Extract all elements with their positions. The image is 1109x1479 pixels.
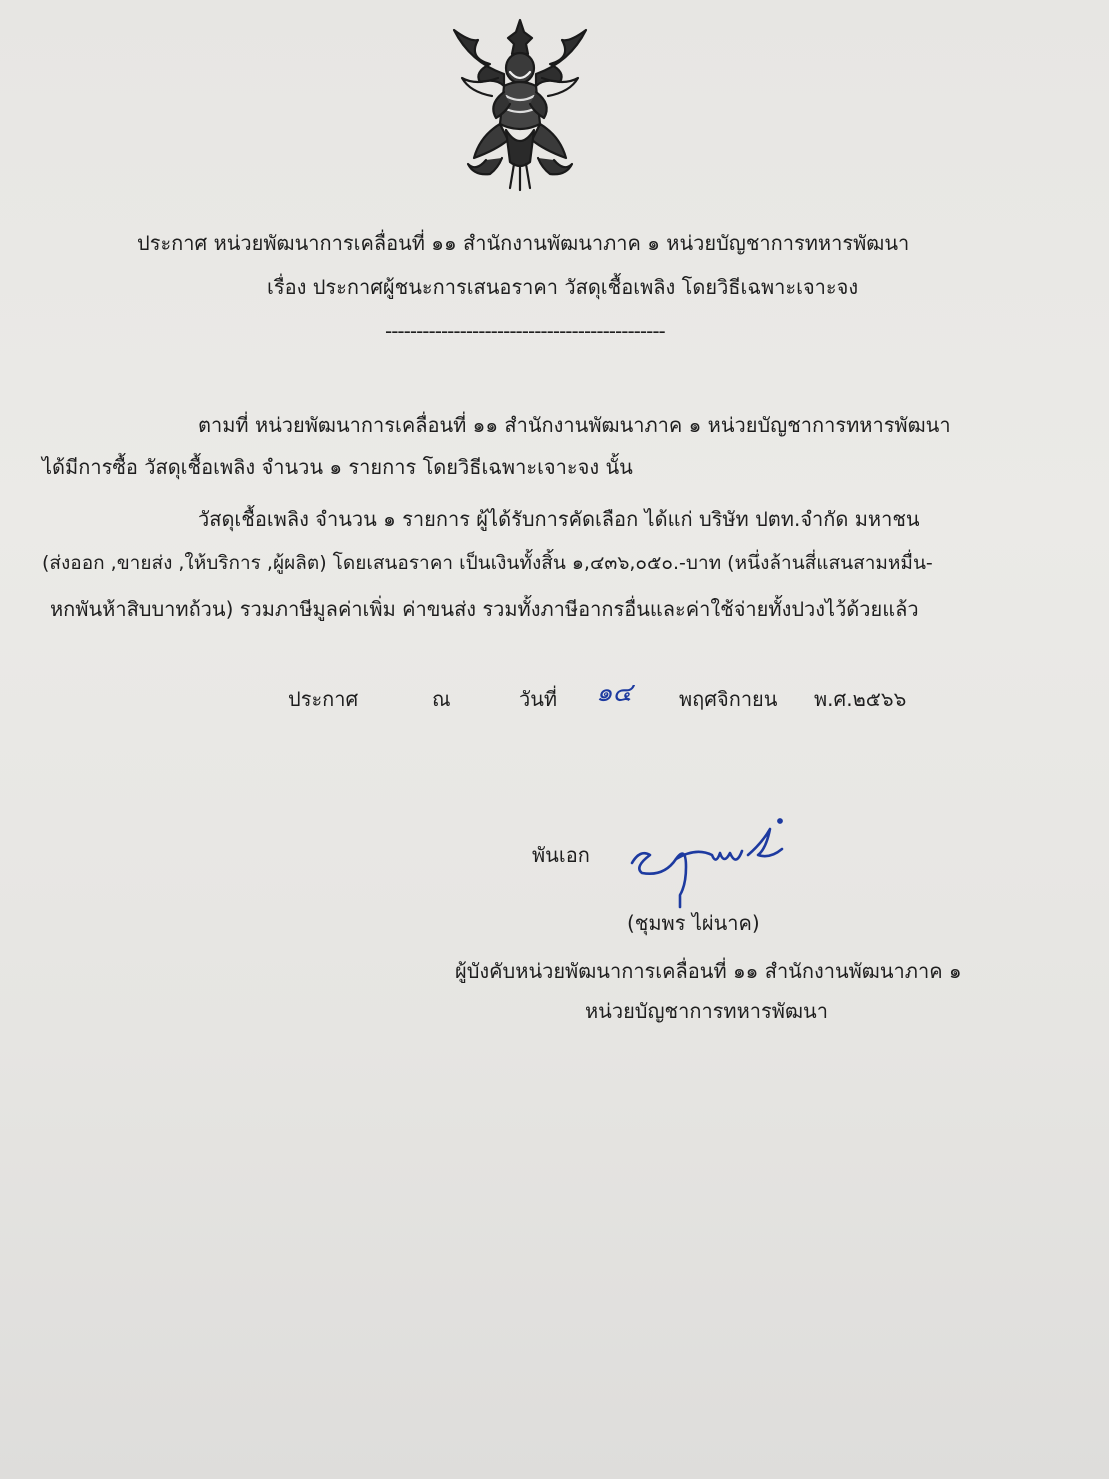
signer-position-line-2: หน่วยบัญชาการทหารพัฒนา: [585, 999, 828, 1023]
handwritten-signature: [620, 815, 790, 910]
paragraph-2-line-2: (ส่งออก ,ขายส่ง ,ให้บริการ ,ผู้ผลิต) โดยเสนอราคา เป็นเงินทั้งสิ้น ๑,๔๓๖,๐๕๐.-บาท (หนึ่งล้านสี่แสนสามหมื่น-: [42, 552, 933, 574]
subject-line: เรื่อง ประกาศผู้ชนะการเสนอราคา วัสดุเชื้อเพลิง โดยวิธีเฉพาะเจาะจง: [267, 275, 859, 299]
date-month: พฤศจิกายน: [679, 687, 778, 711]
date-year: พ.ศ.๒๕๖๖: [814, 687, 907, 711]
date-at-label: ณ: [432, 687, 451, 711]
date-day-value: ๑๔: [596, 678, 633, 708]
paragraph-1-line-2: ได้มีการซื้อ วัสดุเชื้อเพลิง จำนวน ๑ รายการ โดยวิธีเฉพาะเจาะจง นั้น: [42, 455, 633, 479]
header-divider: ---------------------------------------------: [385, 319, 665, 343]
garuda-emblem-icon: [440, 12, 600, 192]
signer-rank: พันเอก: [532, 843, 590, 867]
date-day-label: วันที่: [519, 687, 558, 711]
paragraph-2-line-1: วัสดุเชื้อเพลิง จำนวน ๑ รายการ ผู้ได้รับการคัดเลือก ได้แก่ บริษัท ปตท.จำกัด มหาชน: [198, 507, 920, 531]
paragraph-2-line-3: หกพันห้าสิบบาทถ้วน) รวมภาษีมูลค่าเพิ่ม ค่าขนส่ง รวมทั้งภาษีอากรอื่นและค่าใช้จ่ายทั้งปวงไว้ด้วยแล้ว: [50, 597, 919, 621]
signer-position-line-1: ผู้บังคับหน่วยพัฒนาการเคลื่อนที่ ๑๑ สำนักงานพัฒนาภาค ๑: [455, 959, 962, 983]
date-announce-label: ประกาศ: [288, 687, 359, 711]
signer-name: (ชุมพร ไผ่นาค): [627, 911, 760, 935]
paragraph-1-line-1: ตามที่ หน่วยพัฒนาการเคลื่อนที่ ๑๑ สำนักงานพัฒนาภาค ๑ หน่วยบัญชาการทหารพัฒนา: [198, 413, 951, 437]
announcement-title: ประกาศ หน่วยพัฒนาการเคลื่อนที่ ๑๑ สำนักงานพัฒนาภาค ๑ หน่วยบัญชาการทหารพัฒนา: [137, 231, 910, 255]
